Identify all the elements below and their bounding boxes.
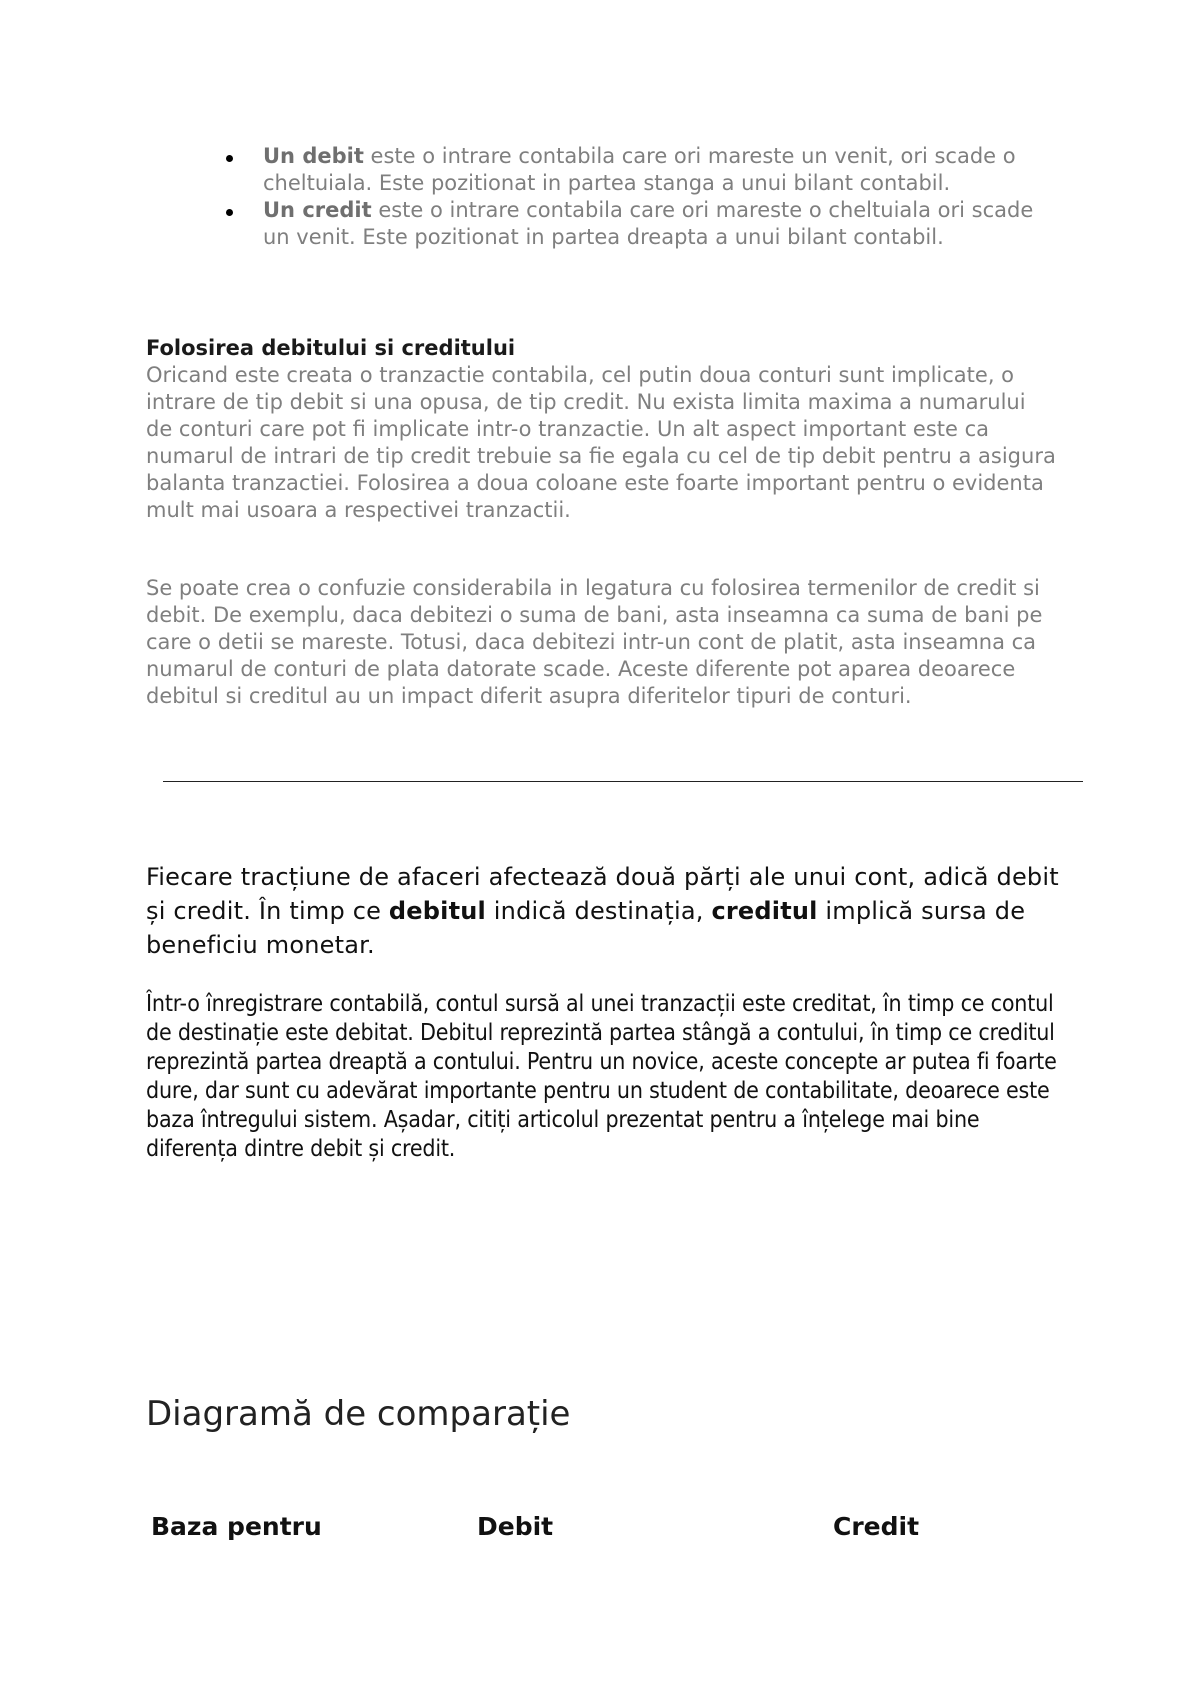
credit-definition: este o intrare contabila care ori mareste o cheltuiala ori scade un venit. Este pozitionat in partea dreapta a unui bilant contabil. [263, 198, 1034, 249]
lead-text-1: Fiecare tracțiune de afaceri afectează două părți ale unui cont, adică debit și credit. În timp ce [146, 863, 1059, 925]
usage-paragraph-2: Se poate crea o confuzie considerabila in legatura cu folosirea termenilor de credit si debit. De exemplu, daca debitezi o suma de bani, asta inseamna ca suma de bani pe care o detii se mareste. Totusi, daca debitezi intr-un cont de platit, asta inseamna ca numarul de conturi de plata datorate scade. Aceste diferente pot aparea deoarece debitul si creditul au un impact diferit asupra diferitelor tipuri de conturi. [146, 576, 1043, 708]
list-item [216, 143, 1066, 197]
bullet-icon [226, 155, 233, 162]
table-header-base: Baza pentru [151, 1512, 322, 1541]
list-item [216, 197, 1066, 251]
usage-paragraph-1: Oricand este creata o tranzactie contabila, cel putin doua conturi sunt implicate, o intrare de tip debit si una opusa, de tip credit. Nu exista limita maxima a numarului de conturi care pot fi implicate intr-o tranzactie. Un alt aspect important este ca numarul de intrari de tip credit trebuie sa fie egala cu cel de tip debit pentru a asigura balanta tranzactiei. Folosirea a doua coloane este foarte important pentru o evidenta mult mai usoara a respectivei tranzactii. [146, 363, 1056, 522]
definition-list [216, 143, 1066, 251]
debit-definition: este o intrare contabila care ori mareste un venit, ori scade o cheltuiala. Este pozitionat in partea stanga a unui bilant contabil. [263, 144, 1016, 195]
table-header-credit: Credit [833, 1512, 920, 1541]
horizontal-divider [163, 781, 1083, 782]
body-paragraph: Într-o înregistrare contabilă, contul sursă al unei tranzacții este creditat, în timp ce contul de destinație este debitat. Debitul reprezintă partea stângă a contului, în timp ce creditul reprezintă partea dreaptă a contului. Pentru un novice, aceste concepte ar putea fi foarte dure, dar sunt cu adevărat importante pentru un student de contabilitate, deoarece este baza întregului sistem. Așadar, citiți articolul prezentat pentru a înțelege mai bine diferența dintre debit și credit. [146, 991, 1057, 1162]
lead-bold-debit: debitul [388, 897, 486, 925]
table-header-debit: Debit [477, 1512, 554, 1541]
debit-term: Un debit [263, 144, 364, 168]
credit-term: Un credit [263, 198, 372, 222]
bullet-icon [226, 209, 233, 216]
usage-heading: Folosirea debitului si creditului [146, 336, 516, 360]
lead-bold-credit: creditul [711, 897, 818, 925]
lead-text-3: implică sursa de beneficiu monetar. [146, 897, 1026, 959]
lead-paragraph [146, 860, 1066, 962]
diagram-title: Diagramă de comparație [146, 1394, 571, 1434]
lead-text-2: indică destinația, [485, 897, 712, 925]
usage-section [146, 335, 1056, 524]
